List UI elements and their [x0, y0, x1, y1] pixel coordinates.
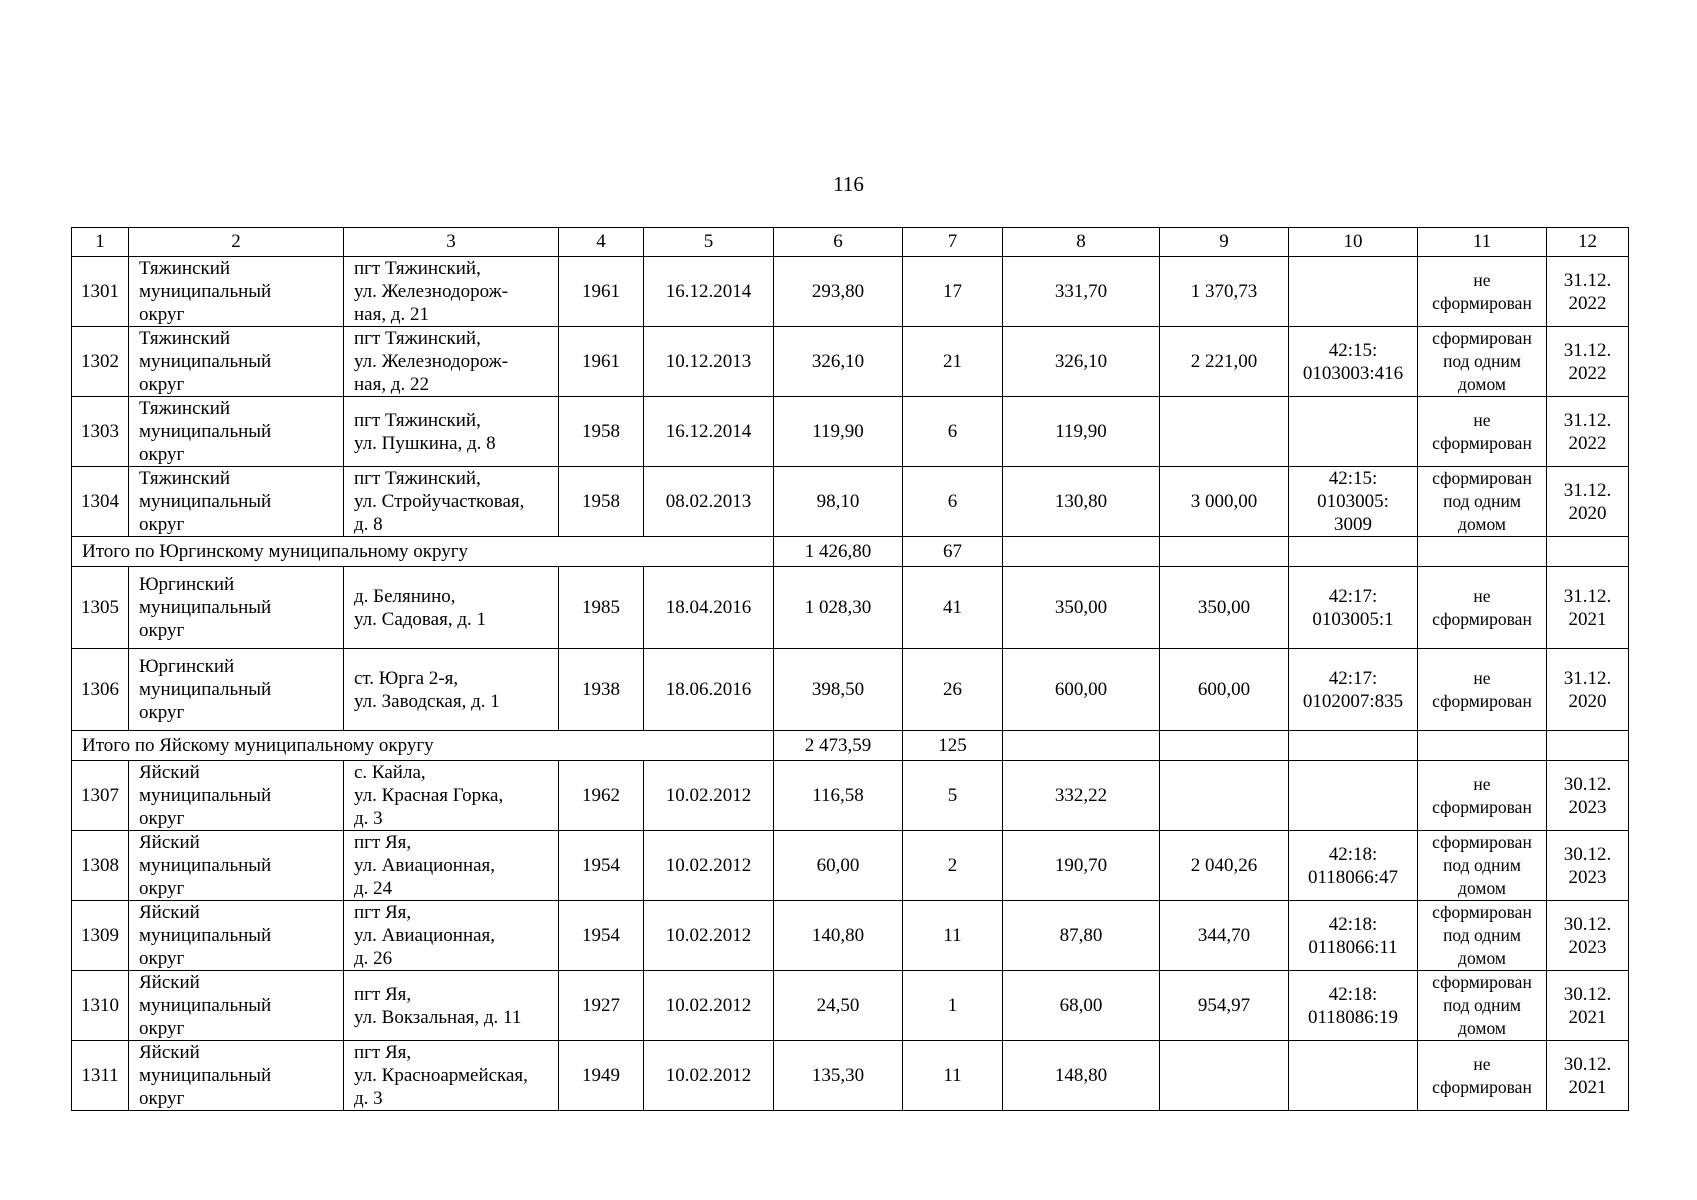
cell-col-2: Яйский муниципальный округ: [129, 761, 344, 831]
column-number-9: 9: [1160, 228, 1289, 257]
column-number-7: 7: [903, 228, 1003, 257]
subtotal-area: 2 473,59: [774, 731, 903, 761]
cell-col-4: 1954: [559, 901, 644, 971]
cell-col-10: [1289, 397, 1418, 467]
cell-col-6: 140,80: [774, 901, 903, 971]
cell-col-12: 31.12. 2022: [1547, 397, 1629, 467]
cell-col-6: 293,80: [774, 257, 903, 327]
subtotal-empty-cell: [1418, 731, 1547, 761]
cell-col-1: 1305: [72, 567, 129, 649]
cell-col-3: пгт Яя, ул. Авиационная, д. 24: [344, 831, 559, 901]
cell-col-2: Тяжинский муниципальный округ: [129, 467, 344, 537]
cell-col-8: 600,00: [1003, 649, 1160, 731]
cell-col-5: 10.02.2012: [644, 901, 774, 971]
cell-col-6: 398,50: [774, 649, 903, 731]
cell-col-10: [1289, 761, 1418, 831]
cell-col-4: 1958: [559, 397, 644, 467]
cell-col-2: Яйский муниципальный округ: [129, 1041, 344, 1111]
cell-col-8: 119,90: [1003, 397, 1160, 467]
cell-col-12: 30.12. 2023: [1547, 901, 1629, 971]
cell-col-10: 42:15: 0103005: 3009: [1289, 467, 1418, 537]
cell-col-10: 42:18: 0118066:11: [1289, 901, 1418, 971]
cell-col-9: 3 000,00: [1160, 467, 1289, 537]
cell-col-2: Юргинский муниципальный округ: [129, 649, 344, 731]
subtotal-count: 67: [903, 537, 1003, 567]
cell-col-1: 1302: [72, 327, 129, 397]
subtotal-empty-cell: [1289, 537, 1418, 567]
cell-col-4: 1962: [559, 761, 644, 831]
cell-col-8: 326,10: [1003, 327, 1160, 397]
cell-col-1: 1303: [72, 397, 129, 467]
cell-col-10: 42:15: 0103003:416: [1289, 327, 1418, 397]
table-row: [72, 831, 1629, 901]
cell-col-3: пгт Яя, ул. Авиационная, д. 26: [344, 901, 559, 971]
cell-col-3: пгт Яя, ул. Красноармейская, д. 3: [344, 1041, 559, 1111]
cell-col-7: 6: [903, 467, 1003, 537]
cell-col-4: 1927: [559, 971, 644, 1041]
cell-col-3: пгт Тяжинский, ул. Железнодорож- ная, д. 22: [344, 327, 559, 397]
cell-col-11: сформирован под одним домом: [1418, 831, 1547, 901]
column-number-6: 6: [774, 228, 903, 257]
cell-col-12: 31.12. 2020: [1547, 467, 1629, 537]
cell-col-5: 16.12.2014: [644, 397, 774, 467]
cell-col-2: Тяжинский муниципальный округ: [129, 397, 344, 467]
cell-col-2: Тяжинский муниципальный округ: [129, 327, 344, 397]
cell-col-9: 1 370,73: [1160, 257, 1289, 327]
cell-col-4: 1949: [559, 1041, 644, 1111]
cell-col-2: Яйский муниципальный округ: [129, 831, 344, 901]
cell-col-3: д. Белянино, ул. Садовая, д. 1: [344, 567, 559, 649]
page-number: 116: [833, 172, 864, 196]
table-row: [72, 649, 1629, 731]
cell-col-6: 98,10: [774, 467, 903, 537]
cell-col-11: не сформирован: [1418, 649, 1547, 731]
cell-col-7: 1: [903, 971, 1003, 1041]
cell-col-5: 10.02.2012: [644, 971, 774, 1041]
table-row: [72, 327, 1629, 397]
cell-col-3: с. Кайла, ул. Красная Горка, д. 3: [344, 761, 559, 831]
cell-col-7: 26: [903, 649, 1003, 731]
column-number-3: 3: [344, 228, 559, 257]
cell-col-1: 1307: [72, 761, 129, 831]
cell-col-1: 1304: [72, 467, 129, 537]
table-row: [72, 971, 1629, 1041]
cell-col-10: 42:17: 0103005:1: [1289, 567, 1418, 649]
cell-col-9: 2 221,00: [1160, 327, 1289, 397]
subtotal-empty-cell: [1289, 731, 1418, 761]
cell-col-5: 10.12.2013: [644, 327, 774, 397]
cell-col-5: 10.02.2012: [644, 831, 774, 901]
cell-col-5: 16.12.2014: [644, 257, 774, 327]
cell-col-8: 350,00: [1003, 567, 1160, 649]
cell-col-7: 41: [903, 567, 1003, 649]
cell-col-6: 135,30: [774, 1041, 903, 1111]
cell-col-9: 954,97: [1160, 971, 1289, 1041]
cell-col-12: 31.12. 2020: [1547, 649, 1629, 731]
cell-col-8: 87,80: [1003, 901, 1160, 971]
cell-col-1: 1309: [72, 901, 129, 971]
subtotal-empty-cell: [1160, 537, 1289, 567]
cell-col-11: не сформирован: [1418, 397, 1547, 467]
cell-col-6: 116,58: [774, 761, 903, 831]
cell-col-2: Яйский муниципальный округ: [129, 971, 344, 1041]
cell-col-12: 30.12. 2023: [1547, 831, 1629, 901]
cell-col-10: 42:17: 0102007:835: [1289, 649, 1418, 731]
cell-col-10: 42:18: 0118086:19: [1289, 971, 1418, 1041]
cell-col-9: [1160, 1041, 1289, 1111]
cell-col-12: 31.12. 2022: [1547, 327, 1629, 397]
table-row: [72, 1041, 1629, 1111]
subtotal-count: 125: [903, 731, 1003, 761]
subtotal-empty-cell: [1547, 537, 1629, 567]
cell-col-7: 2: [903, 831, 1003, 901]
column-number-1: 1: [72, 228, 129, 257]
cell-col-11: не сформирован: [1418, 761, 1547, 831]
cell-col-5: 10.02.2012: [644, 761, 774, 831]
cell-col-6: 119,90: [774, 397, 903, 467]
housing-register-table: [71, 227, 1629, 1111]
subtotal-empty-cell: [1003, 537, 1160, 567]
cell-col-10: [1289, 1041, 1418, 1111]
cell-col-12: 30.12. 2021: [1547, 971, 1629, 1041]
cell-col-7: 17: [903, 257, 1003, 327]
cell-col-8: 190,70: [1003, 831, 1160, 901]
subtotal-empty-cell: [1418, 537, 1547, 567]
cell-col-2: Юргинский муниципальный округ: [129, 567, 344, 649]
cell-col-4: 1961: [559, 327, 644, 397]
column-number-12: 12: [1547, 228, 1629, 257]
cell-col-7: 5: [903, 761, 1003, 831]
cell-col-3: пгт Тяжинский, ул. Стройучастковая, д. 8: [344, 467, 559, 537]
cell-col-5: 18.06.2016: [644, 649, 774, 731]
column-number-11: 11: [1418, 228, 1547, 257]
table-row: [72, 901, 1629, 971]
cell-col-11: сформирован под одним домом: [1418, 467, 1547, 537]
cell-col-8: 130,80: [1003, 467, 1160, 537]
cell-col-9: 350,00: [1160, 567, 1289, 649]
cell-col-6: 326,10: [774, 327, 903, 397]
cell-col-5: 08.02.2013: [644, 467, 774, 537]
cell-col-5: 18.04.2016: [644, 567, 774, 649]
subtotal-empty-cell: [1547, 731, 1629, 761]
cell-col-3: пгт Тяжинский, ул. Железнодорож- ная, д. 21: [344, 257, 559, 327]
cell-col-9: 2 040,26: [1160, 831, 1289, 901]
subtotal-empty-cell: [1003, 731, 1160, 761]
cell-col-8: 331,70: [1003, 257, 1160, 327]
column-number-2: 2: [129, 228, 344, 257]
cell-col-3: пгт Яя, ул. Вокзальная, д. 11: [344, 971, 559, 1041]
cell-col-7: 21: [903, 327, 1003, 397]
column-number-4: 4: [559, 228, 644, 257]
cell-col-11: сформирован под одним домом: [1418, 901, 1547, 971]
cell-col-7: 6: [903, 397, 1003, 467]
subtotal-area: 1 426,80: [774, 537, 903, 567]
subtotal-empty-cell: [1160, 731, 1289, 761]
cell-col-8: 68,00: [1003, 971, 1160, 1041]
cell-col-6: 24,50: [774, 971, 903, 1041]
cell-col-4: 1958: [559, 467, 644, 537]
cell-col-3: ст. Юрга 2-я, ул. Заводская, д. 1: [344, 649, 559, 731]
cell-col-6: 60,00: [774, 831, 903, 901]
column-number-10: 10: [1289, 228, 1418, 257]
column-number-5: 5: [644, 228, 774, 257]
subtotal-label: Итого по Юргинскому муниципальному округу: [72, 537, 774, 567]
column-number-8: 8: [1003, 228, 1160, 257]
cell-col-6: 1 028,30: [774, 567, 903, 649]
cell-col-12: 31.12. 2022: [1547, 257, 1629, 327]
table-row: [72, 467, 1629, 537]
cell-col-11: сформирован под одним домом: [1418, 327, 1547, 397]
cell-col-1: 1306: [72, 649, 129, 731]
cell-col-11: сформирован под одним домом: [1418, 971, 1547, 1041]
cell-col-10: 42:18: 0118066:47: [1289, 831, 1418, 901]
cell-col-12: 31.12. 2021: [1547, 567, 1629, 649]
cell-col-12: 30.12. 2021: [1547, 1041, 1629, 1111]
table-row: [72, 761, 1629, 831]
column-number-header: [72, 228, 1629, 257]
cell-col-11: не сформирован: [1418, 567, 1547, 649]
table-row: [72, 257, 1629, 327]
subtotal-row: [72, 537, 1629, 567]
cell-col-4: 1961: [559, 257, 644, 327]
cell-col-7: 11: [903, 901, 1003, 971]
cell-col-4: 1938: [559, 649, 644, 731]
cell-col-5: 10.02.2012: [644, 1041, 774, 1111]
cell-col-7: 11: [903, 1041, 1003, 1111]
cell-col-9: 600,00: [1160, 649, 1289, 731]
table-body: [72, 228, 1629, 1111]
cell-col-4: 1954: [559, 831, 644, 901]
cell-col-11: не сформирован: [1418, 1041, 1547, 1111]
cell-col-1: 1311: [72, 1041, 129, 1111]
cell-col-9: [1160, 761, 1289, 831]
cell-col-1: 1301: [72, 257, 129, 327]
cell-col-9: 344,70: [1160, 901, 1289, 971]
cell-col-8: 332,22: [1003, 761, 1160, 831]
cell-col-1: 1310: [72, 971, 129, 1041]
cell-col-4: 1985: [559, 567, 644, 649]
table-row: [72, 567, 1629, 649]
cell-col-12: 30.12. 2023: [1547, 761, 1629, 831]
cell-col-1: 1308: [72, 831, 129, 901]
cell-col-9: [1160, 397, 1289, 467]
table-row: [72, 397, 1629, 467]
cell-col-11: не сформирован: [1418, 257, 1547, 327]
cell-col-3: пгт Тяжинский, ул. Пушкина, д. 8: [344, 397, 559, 467]
cell-col-8: 148,80: [1003, 1041, 1160, 1111]
cell-col-2: Тяжинский муниципальный округ: [129, 257, 344, 327]
cell-col-2: Яйский муниципальный округ: [129, 901, 344, 971]
subtotal-row: [72, 731, 1629, 761]
subtotal-label: Итого по Яйскому муниципальному округу: [72, 731, 774, 761]
cell-col-10: [1289, 257, 1418, 327]
